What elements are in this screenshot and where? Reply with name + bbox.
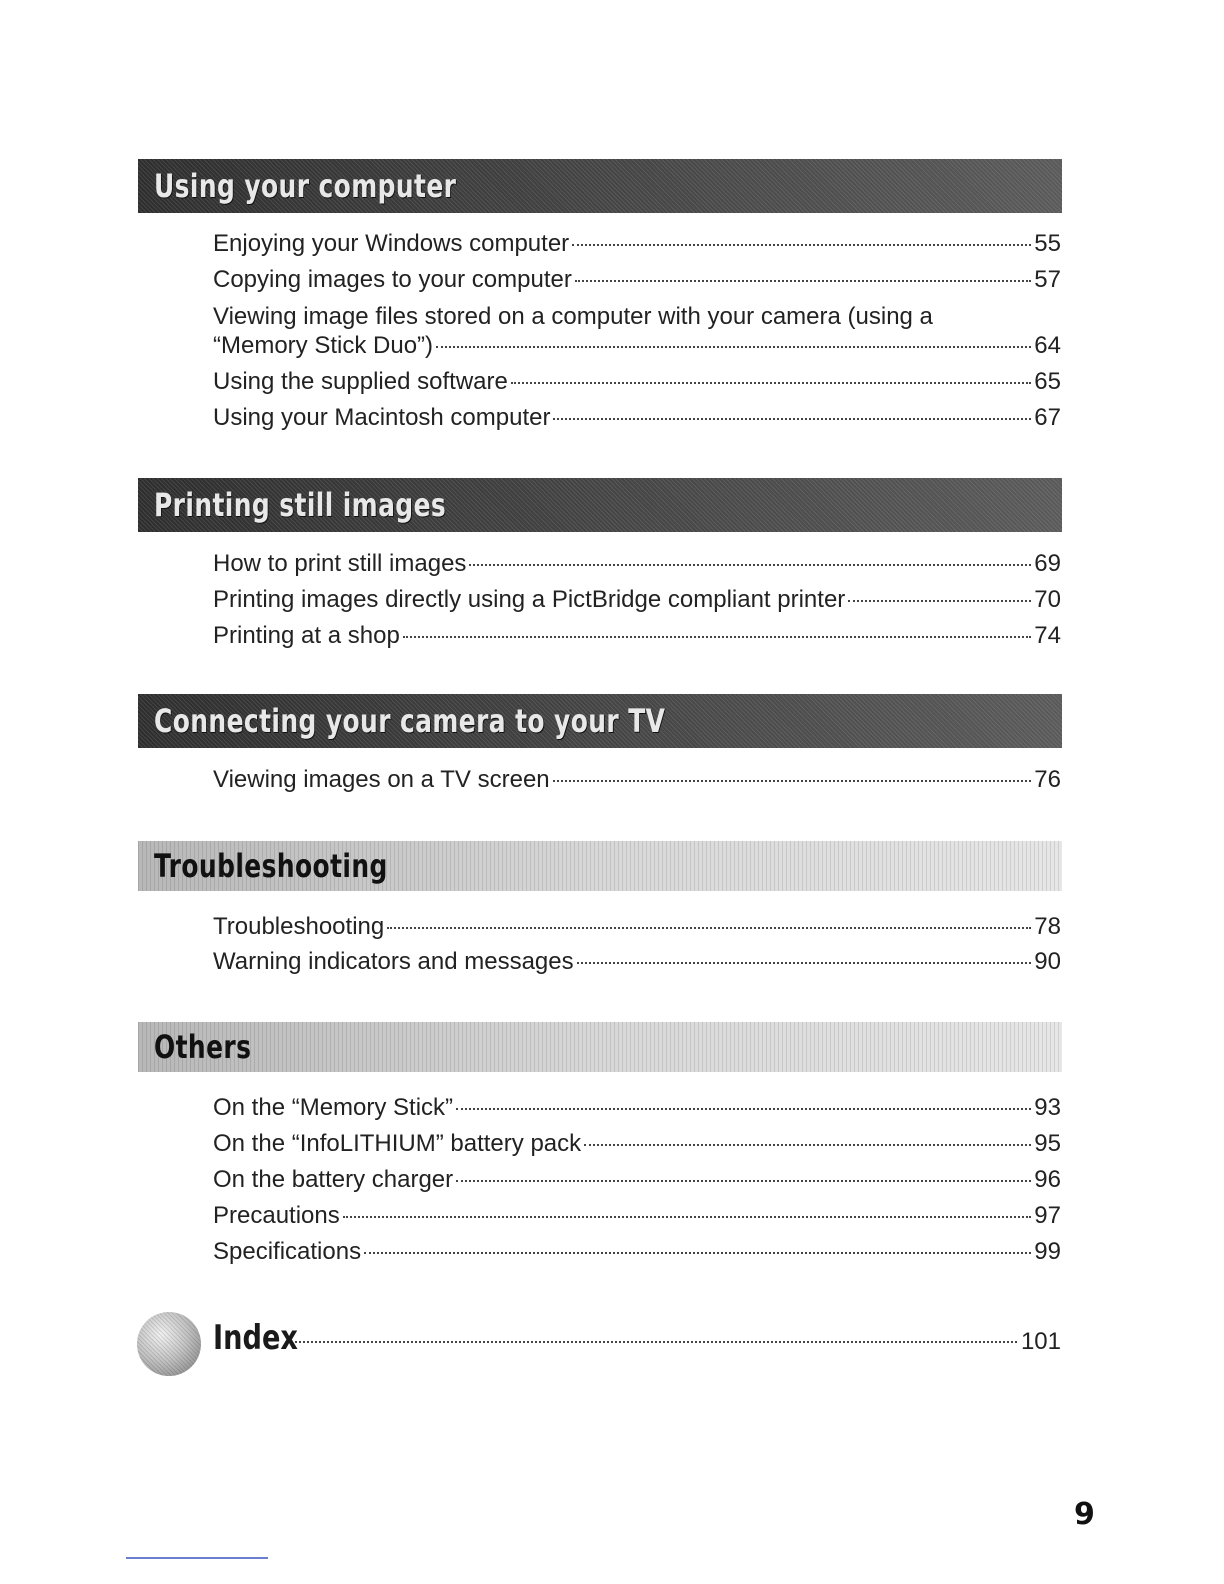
footer-divider [126, 1557, 268, 1559]
leader-dots [584, 1144, 1031, 1146]
leader-dots [575, 280, 1031, 282]
toc-entry[interactable]: Using the supplied software 65 [213, 368, 1061, 395]
toc-entry[interactable]: Printing at a shop 74 [213, 622, 1061, 649]
toc-entry-index[interactable]: Index 101 [213, 1318, 1061, 1358]
leader-dots [295, 1341, 1017, 1343]
section-header-using-your-computer: Using your computer [138, 159, 1062, 213]
leader-dots [511, 382, 1031, 384]
toc-entry-line1[interactable]: Viewing image files stored on a computer with your camera (using a [213, 303, 933, 330]
page-number: 9 [1074, 1497, 1095, 1532]
leader-dots [456, 1108, 1031, 1110]
toc-entry[interactable]: Enjoying your Windows computer 55 [213, 230, 1061, 257]
index-icon [137, 1312, 201, 1376]
toc-entry[interactable]: How to print still images 69 [213, 550, 1061, 577]
leader-dots [436, 346, 1031, 348]
toc-entry[interactable]: Printing images directly using a PictBridge compliant printer 70 [213, 586, 1061, 613]
toc-entry[interactable]: Specifications 99 [213, 1238, 1061, 1265]
leader-dots [364, 1252, 1031, 1254]
leader-dots [469, 564, 1031, 566]
section-header-others: Others [138, 1022, 1062, 1072]
toc-entry[interactable]: Viewing images on a TV screen 76 [213, 766, 1061, 793]
toc-entry[interactable]: Precautions 97 [213, 1202, 1061, 1229]
leader-dots [553, 418, 1031, 420]
leader-dots [577, 962, 1032, 964]
toc-entry[interactable]: On the “InfoLITHIUM” battery pack 95 [213, 1130, 1061, 1157]
section-header-connecting-camera-to-tv: Connecting your camera to your TV [138, 694, 1062, 748]
leader-dots [572, 244, 1031, 246]
toc-entry[interactable]: On the battery charger 96 [213, 1166, 1061, 1193]
leader-dots [553, 780, 1032, 782]
toc-entry[interactable]: Using your Macintosh computer 67 [213, 404, 1061, 431]
toc-entry[interactable]: “Memory Stick Duo”) 64 [213, 332, 1061, 359]
toc-entry[interactable]: Troubleshooting 78 [213, 913, 1061, 940]
toc-entry[interactable]: Copying images to your computer 57 [213, 266, 1061, 293]
toc-entry[interactable]: Warning indicators and messages 90 [213, 948, 1061, 975]
section-header-troubleshooting: Troubleshooting [138, 841, 1062, 891]
leader-dots [848, 600, 1031, 602]
toc-entry[interactable]: On the “Memory Stick” 93 [213, 1094, 1061, 1121]
leader-dots [343, 1216, 1032, 1218]
leader-dots [456, 1180, 1031, 1182]
leader-dots [403, 636, 1032, 638]
section-header-printing-still-images: Printing still images [138, 478, 1062, 532]
leader-dots [387, 927, 1031, 929]
